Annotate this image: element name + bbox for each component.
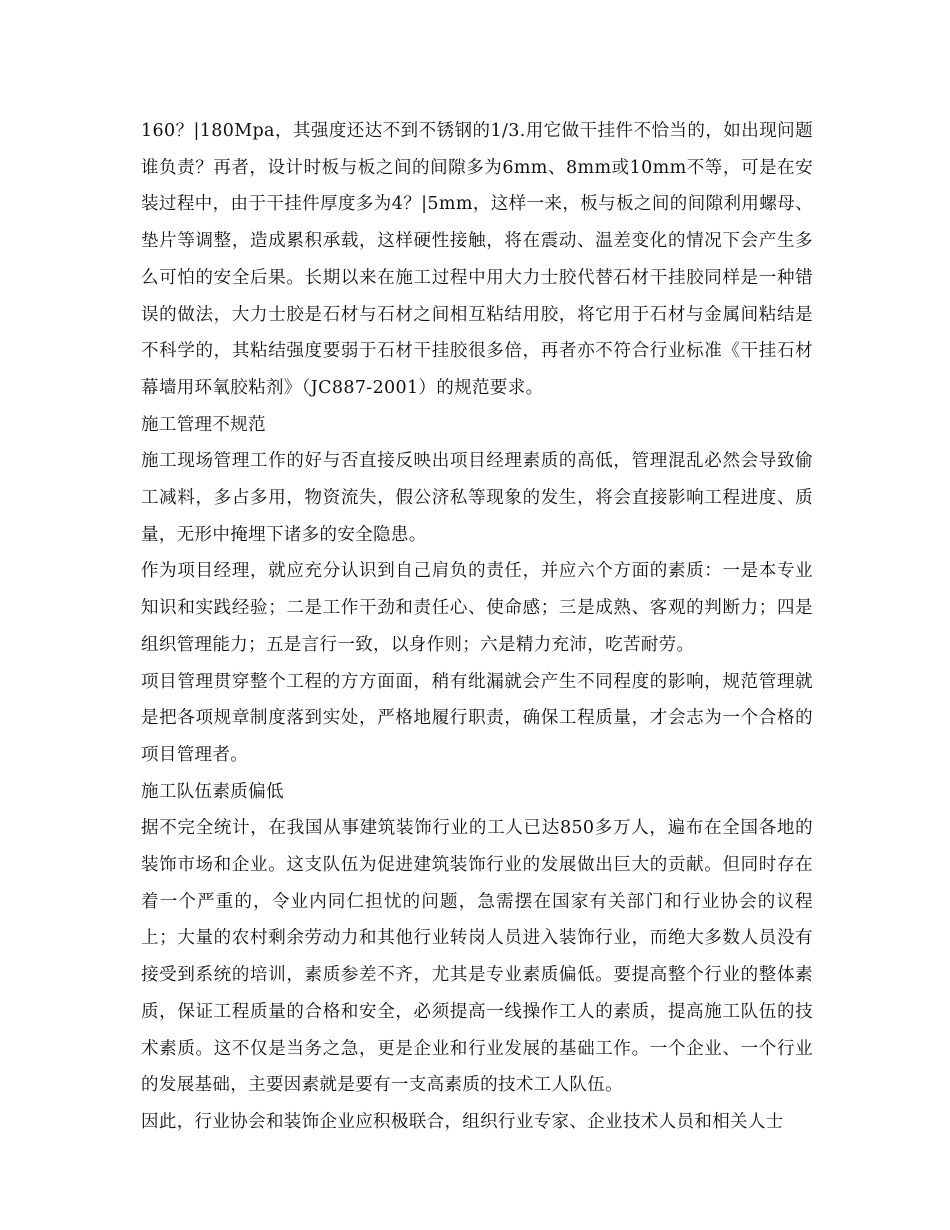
heading-workforce-quality: 施工队伍素质偏低	[141, 781, 284, 802]
paragraph-project-management: 项目管理贯穿整个工程的方方面面，稍有纰漏就会产生不同程度的影响，规范管理就是把各项规章制度落到实处，严格地履行职责，确保工程质量，才会志为一个合格的项目管理者。	[141, 671, 813, 765]
paragraph-industry-association: 因此，行业协会和装饰企业应积极联合，组织行业专家、企业技术人员和相关人士	[141, 1111, 784, 1132]
paragraph-stone-strength: 160？|180Mpa，其强度还达不到不锈钢的1/3.用它做干挂件不恰当的，如出现问题谁负责？再者，设计时板与板之间的间隙多为6mm、8mm或10mm不等，可是在安装过程中，由于干挂件厚度多为4？|5mm，这样一来，板与板之间的间隙利用螺母、垫片等调整，造成累积承载，这样硬性接触，将在震动、温差变化的情况下会产生多么可怕的安全后果。长期以来在施工过程中用大力士胶代替石材干挂胶同样是一种错误的做法，大力士胶是石材与石材之间相互粘结用胶，将它用于石材与金属间粘结是不科学的，其粘结强度要弱于石材干挂胶很多倍，再者亦不符合行业标准《干挂石材幕墙用环氧胶粘剂》（JC887-2001）的规范要求。	[141, 121, 813, 398]
document-page	[141, 113, 813, 1141]
paragraph-site-management: 施工现场管理工作的好与否直接反映出项目经理素质的高低，管理混乱必然会导致偷工减料，多占多用，物资流失，假公济私等现象的发生，将会直接影响工程进度、质量，无形中掩埋下诸多的安全隐患。	[141, 451, 813, 545]
paragraph-project-manager: 作为项目经理，就应充分认识到自己肩负的责任，并应六个方面的素质：一是本专业知识和实践经验；二是工作干劲和责任心、使命感；三是成熟、客观的判断力；四是组织管理能力；五是言行一致，以身作则；六是精力充沛，吃苦耐劳。	[141, 561, 813, 655]
paragraph-workforce-statistics: 据不完全统计，在我国从事建筑装饰行业的工人已达850多万人，遍布在全国各地的装饰市场和企业。这支队伍为促进建筑装饰行业的发展做出巨大的贡献。但同时存在着一个严重的，令业内同仁担忧的问题，急需摆在国家有关部门和行业协会的议程上；大量的农村剩余劳动力和其他行业转岗人员进入装饰行业，而绝大多数人员没有接受到系统的培训，素质参差不齐，尤其是专业素质偏低。要提高整个行业的整体素质，保证工程质量的合格和安全，必须提高一线操作工人的素质，提高施工队伍的技术素质。这不仅是当务之急，更是企业和行业发展的基础工作。一个企业、一个行业的发展基础，主要因素就是要有一支高素质的技术工人队伍。	[141, 818, 813, 1096]
heading-construction-management: 施工管理不规范	[141, 414, 266, 435]
